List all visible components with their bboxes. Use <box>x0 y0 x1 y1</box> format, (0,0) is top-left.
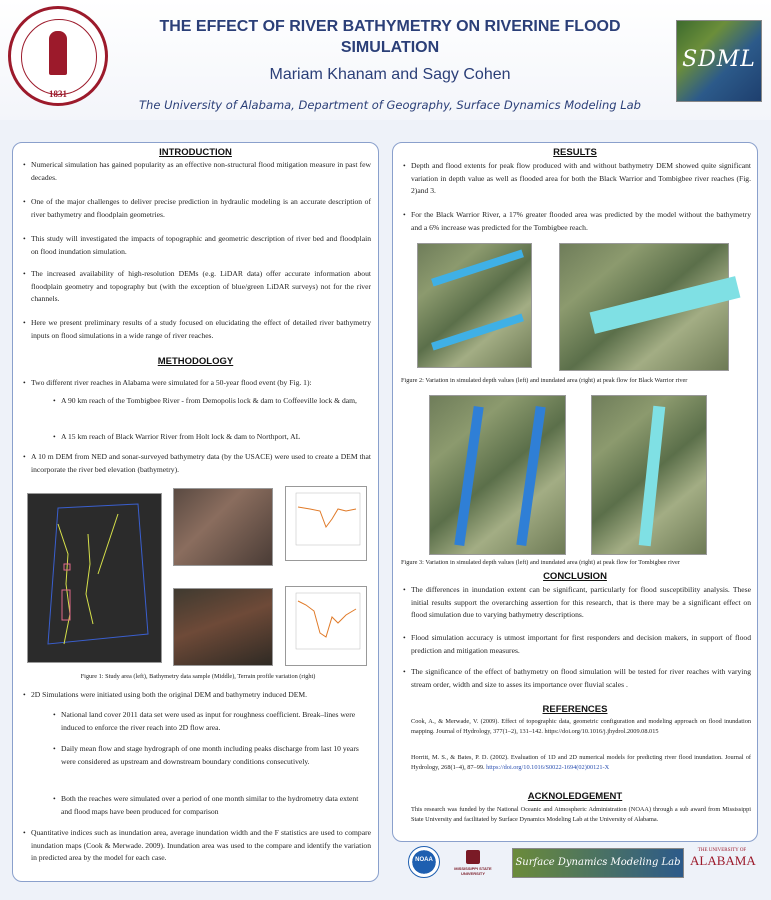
msstate-logo <box>448 850 498 878</box>
ua-wordmark-main: ALABAMA <box>690 853 756 868</box>
results-heading: RESULTS <box>553 147 597 158</box>
references-heading: REFERENCES <box>542 704 608 715</box>
reference-1: Cook, A., & Merwade, V. (2009). Effect of topographic data, geometric configuration and modeling approach on flood inundation mapping. Journal of Hydrology, 377(1–2), 131–142. https://doi.org/10.1016/j.jhydrol.2009.08.015 <box>411 718 751 735</box>
title-line-2: SIMULATION <box>340 39 440 56</box>
acknowledgement-heading: ACKNOLEDGEMENT <box>527 791 623 802</box>
figure-2-caption: Figure 2: Variation in simulated depth values (left) and inundated area (right) at peak flow for Black Warrior river <box>401 377 688 384</box>
bathymetry-sample-1 <box>173 488 273 566</box>
poster-title <box>120 16 660 58</box>
reference-2-text: Horritt, M. S., & Bates, P. D. (2002). Evaluation of 1D and 2D numerical models for predicting river flood inundation. Journal of Hydrology, 268(1–4), 87–99. <box>411 754 751 771</box>
intro-bullet-2: • One of the major challenges to deliver precise prediction in hydraulic modeling is an accurate description of river bathymetry and floodplain geometries. <box>31 196 371 221</box>
method-sub-4: • Daily mean flow and stage hydrograph of one month including peaks discharge from last 10 years were considered as upstream and downstream boundary conditions consecutively. <box>61 743 361 768</box>
methodology-heading: METHODOLOGY <box>157 356 234 367</box>
method-sub-5: • Both the reaches were simulated over a period of one month similar to the hydrometry data extent and flood maps have been produced for comparison <box>61 793 361 818</box>
method-bullet-2: • A 10 m DEM from NED and sonar-surveyed bathymetry data (by the USACE) were used to create a DEM that incorporate the river bed elevation (bathymetry). <box>31 451 371 476</box>
conclusion-bullet-1: • The differences in inundation extent can be significant, particularly for flood susceptibility analysis. These initial results support the overarching assertion for this research, that is there may be a significant effect on flood simulation due to varying bathymetry descriptions. <box>411 584 751 622</box>
study-area-drawing <box>28 494 161 662</box>
black-warrior-inundation-map <box>559 243 729 371</box>
figure-1-caption: Figure 1: Study area (left), Bathymetry data sample (Middle), Terrain profile variation (right) <box>80 673 316 680</box>
method-sub-3: • National land cover 2011 data set were used as input for roughness coefficient. Break–lines were induced to enforce the river reach into 2D flow area. <box>61 709 361 734</box>
sdml-logo-text: SDML <box>682 47 756 72</box>
poster-header <box>0 0 771 120</box>
method-bullet-1: • Two different river reaches in Alabama were simulated for a 50-year flood event (by Fig. 1): <box>31 377 371 390</box>
terrain-profile-chart-1 <box>285 486 367 561</box>
ua-wordmark-top: THE UNIVERSITY OF <box>697 848 747 853</box>
terrain-profile-chart-2 <box>285 586 367 666</box>
tombigbee-inundation-map <box>591 395 707 555</box>
seal-year: 1831 <box>49 89 67 99</box>
tombigbee-depth-map <box>429 395 566 555</box>
intro-bullet-3: • This study will investigated the impacts of topographic and geometric description of river bed and floodplain on flood inundation simulation. <box>31 233 371 258</box>
ua-wordmark-logo <box>690 848 754 876</box>
method-sub-1: • A 90 km reach of the Tombigbee River - from Demopolis lock & dam to Coffeeville lock & dam, <box>61 395 361 408</box>
left-panel <box>12 142 379 882</box>
conclusion-heading: CONCLUSION <box>543 571 607 582</box>
study-area-map <box>27 493 162 663</box>
sdml-logo <box>676 20 762 102</box>
intro-bullet-5: • Here we present preliminary results of a study focused on elucidating the effect of detailed river bathymetry inputs on flood simulations in a wide range of river reaches. <box>31 317 371 342</box>
seal-figure <box>49 31 67 75</box>
figure-3-caption: Figure 3: Variation in simulated depth values (left) and inundated area (right) at peak flow for Tombigbee river <box>401 559 680 566</box>
sdml-banner-logo <box>512 848 684 878</box>
title-line-1: THE EFFECT OF RIVER BATHYMETRY ON RIVERINE FLOOD <box>159 18 621 35</box>
conclusion-bullet-2: • Flood simulation accuracy is utmost important for first responders and decision makers, in support of flood prediction and mitigation measures. <box>411 632 751 657</box>
acknowledgement-text: This research was funded by the National Oceanic and Atmospheric Administration (NOAA) through a sub award from Mississippi State University and facilitated by Surface Dynamics Modeling Lab at the University of Alabama. <box>411 806 751 823</box>
method-bullet-3: • 2D Simulations were initiated using both the original DEM and bathymetry induced DEM. <box>31 689 371 702</box>
sdml-banner-text: Surface Dynamics Modeling Lab <box>515 857 681 868</box>
reference-2-link[interactable]: https://doi.org/10.1016/S0022-1694(02)00121-X <box>486 763 610 771</box>
right-panel <box>392 142 758 842</box>
noaa-logo <box>408 846 440 878</box>
affiliation: The University of Alabama, Department of Geography, Surface Dynamics Modeling Lab <box>139 98 641 112</box>
authors: Mariam Khanam and Sagy Cohen <box>269 66 511 83</box>
msstate-logo-text: MISSISSIPPI STATE UNIVERSITY <box>454 866 492 876</box>
msstate-mark <box>466 850 480 864</box>
black-warrior-depth-map <box>417 243 532 368</box>
introduction-heading: INTRODUCTION <box>159 147 232 158</box>
terrain-profile-plot-1 <box>286 487 366 560</box>
sponsor-logos <box>408 846 756 882</box>
method-sub-2: • A 15 km reach of Black Warrior River from Holt lock & dam to Northport, AL <box>61 431 361 444</box>
university-seal-logo <box>8 6 108 106</box>
intro-bullet-4: • The increased availability of high-resolution DEMs (e.g. LiDAR data) offer accurate information about floodplain geometry and topography but (with the exception of blue/green LiDAR surveys) not for the river channels. <box>31 268 371 306</box>
noaa-logo-text: NOAA <box>415 857 433 863</box>
bathymetry-sample-2 <box>173 588 273 666</box>
results-bullet-1: • Depth and flood extents for peak flow produced with and without bathymetry DEM showed quite significant variation in depth value as well as flooded area for both the Black Warrior and Tombigbee river reaches (Fig. 2)and 3. <box>411 160 751 198</box>
intro-bullet-1: • Numerical simulation has gained popularity as an effective non-structural flood mitigation measure in past few decades. <box>31 159 371 184</box>
terrain-profile-plot-2 <box>286 587 366 665</box>
conclusion-bullet-3: • The significance of the effect of bathymetry on flood simulation will be tested for river reaches with varying stream order, width and size to asses its importance over fluvial scales . <box>411 666 751 691</box>
reference-2 <box>411 753 751 772</box>
method-bullet-4: • Quantitative indices such as inundation area, average inundation width and the F statistics are used to compare inundation maps (Cook & Merwade. 2009). Inundation area was used to the compare and identify the variation in predicted area by the model for each case. <box>31 827 371 865</box>
results-bullet-2: • For the Black Warrior River, a 17% greater flooded area was predicted by the model without the bathymetry and a 6% increase was predicted for the Tombigbee reach. <box>411 209 751 234</box>
